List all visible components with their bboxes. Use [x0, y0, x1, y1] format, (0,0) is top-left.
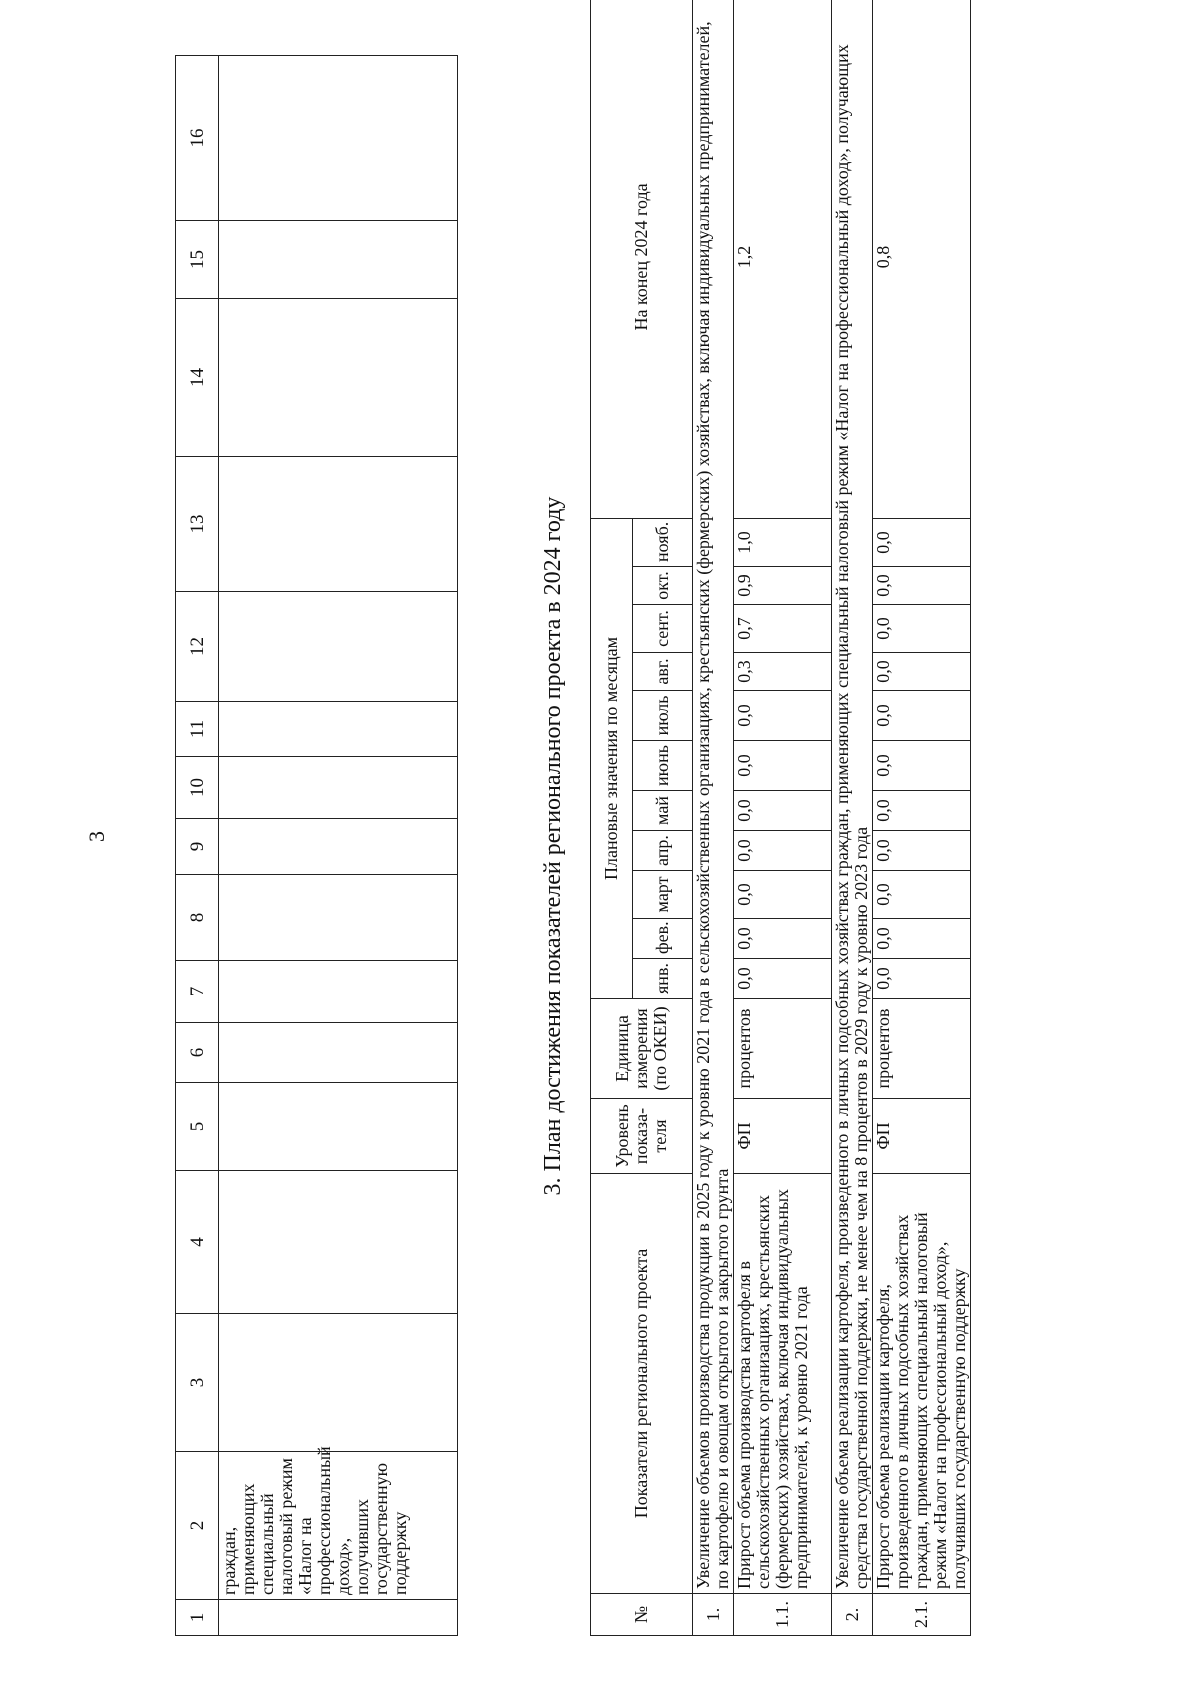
end-of-year-value: 0,8: [873, 0, 971, 518]
month-value: 0,0: [873, 959, 971, 999]
indicator-number: 1.1.: [734, 1594, 832, 1636]
table-cell: [219, 961, 458, 1023]
table-cell: [219, 1314, 458, 1452]
indicator-level: ФП: [873, 1099, 971, 1174]
header-month: март: [633, 871, 693, 919]
column-number: 7: [176, 961, 219, 1023]
column-number: 11: [176, 702, 219, 757]
continuation-table: [175, 55, 458, 1636]
section-title: 3. План достижения показателей регионального проекта в 2024 году: [540, 496, 566, 1196]
header-end-of-year: На конец 2024 года: [591, 0, 693, 518]
table-cell: [219, 819, 458, 875]
indicator-name: Прирост объема производства картофеля в сельскохозяйственных организациях, крестьянских (фермерских) хозяйствах, включая индивидуальных предпринимателей, к уровню 2021 года: [734, 1174, 832, 1594]
goal-row: [832, 0, 873, 1636]
month-value: 0,0: [734, 959, 832, 999]
month-value: 0,3: [734, 653, 832, 691]
indicator-unit: процентов: [734, 999, 832, 1099]
header-indicators: Показатели регионального проекта: [591, 1174, 693, 1594]
column-number: 12: [176, 592, 219, 702]
table-cell: [219, 1171, 458, 1314]
header-month: янв.: [633, 959, 693, 999]
column-number: 1: [176, 1600, 219, 1636]
month-value: 0,0: [873, 831, 971, 871]
header-month: июль: [633, 691, 693, 741]
column-number: 3: [176, 1314, 219, 1452]
month-value: 0,0: [734, 831, 832, 871]
month-value: 0,0: [873, 919, 971, 959]
header-month: окт.: [633, 567, 693, 605]
end-of-year-value: 1,2: [734, 0, 832, 518]
column-number: 6: [176, 1023, 219, 1083]
month-value: 0,0: [734, 919, 832, 959]
column-number: 9: [176, 819, 219, 875]
indicator-unit: процентов: [873, 999, 971, 1099]
goal-text: Увеличение объемов производства продукции в 2025 году к уровню 2021 года в сельскохозяйственных организациях, крестьянских (фермерских) хозяйствах, включая индивидуальных предпринимателей, по картофелю и овощам открытого и закрытого грунта: [693, 0, 734, 1594]
table-cell: [219, 592, 458, 702]
column-number: 14: [176, 299, 219, 457]
indicator-row: [734, 0, 832, 1636]
month-value: 0,7: [734, 605, 832, 653]
plan-header-row: [591, 0, 633, 1636]
table-cell: [219, 1023, 458, 1083]
table-cell: [219, 221, 458, 299]
month-value: 0,0: [734, 871, 832, 919]
goal-row: [693, 0, 734, 1636]
month-value: 0,0: [873, 791, 971, 831]
header-monthly: Плановые значения по месяцам: [591, 518, 633, 998]
header-month: авг.: [633, 653, 693, 691]
column-number: 2: [176, 1452, 219, 1600]
table-cell: [219, 56, 458, 221]
month-value: 0,0: [873, 567, 971, 605]
month-value: 0,0: [734, 741, 832, 791]
header-month: нояб.: [633, 518, 693, 566]
month-value: 1,0: [734, 518, 832, 566]
header-level: Уровень показа- теля: [591, 1099, 693, 1174]
header-month: апр.: [633, 831, 693, 871]
table-cell: [219, 757, 458, 819]
header-month: сент.: [633, 605, 693, 653]
column-number: 16: [176, 56, 219, 221]
goal-text: Увеличение объема реализации картофеля, произведенного в личных подсобных хозяйствах граждан, применяющих специальный налоговый режим «Налог на профессиональный доход», получающих средства государственной поддержки, не менее чем на 8 процентов в 2029 году к уровню 2023 года: [832, 0, 873, 1594]
month-value: 0,0: [734, 791, 832, 831]
column-number: 8: [176, 875, 219, 961]
month-value: 0,0: [873, 741, 971, 791]
month-value: 0,9: [734, 567, 832, 605]
header-month: фев.: [633, 919, 693, 959]
table-cell: [219, 1083, 458, 1171]
table-cell: [219, 875, 458, 961]
indicator-number: 2.1.: [873, 1594, 971, 1636]
indicator-name: Прирост объема реализации картофеля, произведенного в личных подсобных хозяйствах граждан, применяющих специальный налоговый режим «Налог на профессиональный доход», получивших государственную поддержку: [873, 1174, 971, 1594]
table-cell: [219, 1600, 458, 1636]
column-number: 10: [176, 757, 219, 819]
indicator-level: ФП: [734, 1099, 832, 1174]
continuation-header-row: [176, 56, 219, 1636]
month-value: 0,0: [873, 653, 971, 691]
indicator-name-cell: граждан, применяющих специальный налоговый режим «Налог на профессиональный доход», получивших государственную поддержку: [219, 1452, 458, 1600]
page-number: 3: [84, 831, 109, 842]
plan-table: [590, 0, 971, 1636]
indicator-row: [873, 0, 971, 1636]
header-number: №: [591, 1594, 693, 1636]
header-unit: Единица измерения (по ОКЕИ): [591, 999, 693, 1099]
table-cell: [219, 457, 458, 592]
table-row: [219, 56, 458, 1636]
table-cell: [219, 299, 458, 457]
table-cell: [219, 702, 458, 757]
goal-number: 2.: [832, 1594, 873, 1636]
column-number: 4: [176, 1171, 219, 1314]
column-number: 5: [176, 1083, 219, 1171]
month-value: 0,0: [873, 518, 971, 566]
header-month: июнь: [633, 741, 693, 791]
month-value: 0,0: [873, 605, 971, 653]
month-value: 0,0: [873, 871, 971, 919]
month-value: 0,0: [734, 691, 832, 741]
column-number: 15: [176, 221, 219, 299]
column-number: 13: [176, 457, 219, 592]
month-value: 0,0: [873, 691, 971, 741]
goal-number: 1.: [693, 1594, 734, 1636]
header-month: май: [633, 791, 693, 831]
